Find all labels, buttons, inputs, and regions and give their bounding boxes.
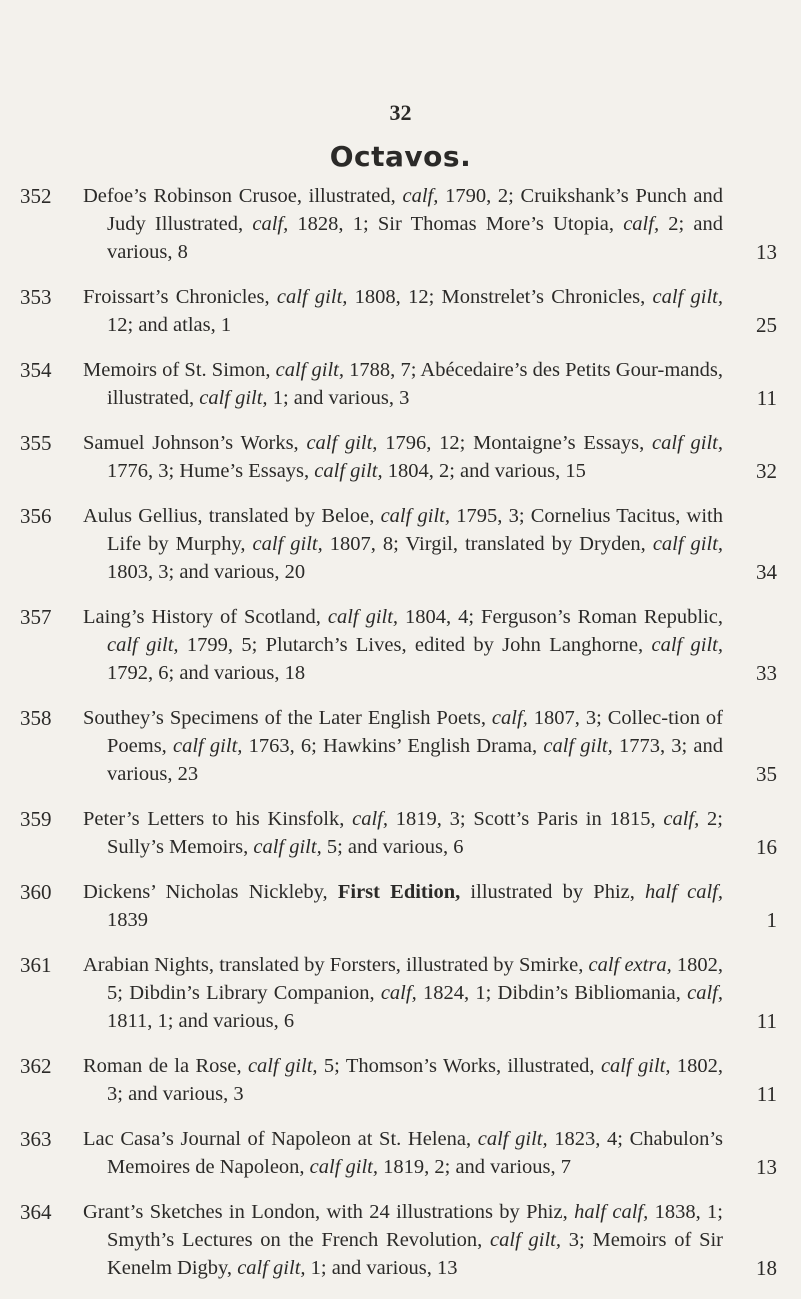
description-text: 1803, 3; and various, 20 xyxy=(107,561,306,583)
lot-number: 354 xyxy=(20,358,52,382)
lot-entry xyxy=(0,502,801,586)
binding-note: calf gilt, xyxy=(380,505,450,527)
binding-note: calf gilt, xyxy=(253,836,322,858)
binding-note: calf, xyxy=(402,185,439,207)
description-text: Peter’s Letters to his Kinsfolk, xyxy=(83,808,353,830)
binding-note: calf gilt, xyxy=(276,286,348,308)
binding-note: calf gilt, xyxy=(543,735,613,757)
lot-price: 13 xyxy=(756,240,777,264)
binding-note: calf, xyxy=(663,808,700,830)
description-text: 5; and various, 6 xyxy=(321,836,464,858)
lot-price: 16 xyxy=(756,835,777,859)
lot-price: 1 xyxy=(766,908,777,932)
description-text: 1804, 4; Ferguson’s Roman Republic, xyxy=(398,606,723,628)
description-text: 1802, 3; and various, 3 xyxy=(107,1055,724,1105)
page-heading: Octavos. xyxy=(329,140,472,173)
binding-note: calf gilt, xyxy=(600,1055,671,1077)
description-text: 1823, 4; Chabulon’s Memoires de Napoleon, xyxy=(107,1128,723,1178)
lot-number: 353 xyxy=(20,285,52,309)
lot-number: 364 xyxy=(20,1200,52,1224)
lot-price: 35 xyxy=(756,762,777,786)
binding-note: calf, xyxy=(380,982,417,1004)
binding-note: half calf, xyxy=(574,1201,649,1223)
lot-entry xyxy=(0,1198,801,1282)
description-text: 1799, 5; Plutarch’s Lives, edited by John Langhorne, xyxy=(178,634,652,656)
lot-entry xyxy=(0,704,801,788)
lot-description xyxy=(83,951,723,1035)
description-text: 2; and various, 8 xyxy=(107,213,723,263)
description-text: 12; and atlas, 1 xyxy=(107,314,232,336)
lot-entry xyxy=(0,1125,801,1181)
lot-description xyxy=(83,356,723,412)
description-text: 1807, 8; Virgil, translated by Dryden, xyxy=(322,533,653,555)
description-text: Arabian Nights, translated by Forsters, illustrated by Smirke, xyxy=(83,954,589,976)
lot-entry xyxy=(0,805,801,861)
binding-note: calf extra, xyxy=(588,954,672,976)
lot-description xyxy=(83,283,723,339)
lot-description xyxy=(83,502,723,586)
lot-price: 11 xyxy=(756,1082,777,1106)
lot-entry xyxy=(0,951,801,1035)
lot-price: 18 xyxy=(756,1256,777,1280)
description-text: 1811, 1; and various, 6 xyxy=(107,1010,295,1032)
binding-note: calf, xyxy=(252,213,289,235)
lot-number: 361 xyxy=(20,953,52,977)
binding-note: calf gilt, xyxy=(306,432,378,454)
binding-note: calf gilt, xyxy=(173,735,243,757)
lot-number: 358 xyxy=(20,706,52,730)
description-text: Grant’s Sketches in London, with 24 illustrations by Phiz, xyxy=(83,1201,575,1223)
lot-entry xyxy=(0,1052,801,1108)
binding-note: calf gilt, xyxy=(477,1128,548,1150)
binding-note: half calf, xyxy=(645,881,723,903)
description-text: Aulus Gellius, translated by Beloe, xyxy=(83,505,381,527)
description-text: 1788, 7; Abécedaire’s des Petits Gour-mands, illustrated, xyxy=(107,359,723,409)
lot-description xyxy=(83,603,723,687)
description-text: 1824, 1; Dibdin’s Bibliomania, xyxy=(416,982,688,1004)
lot-number: 363 xyxy=(20,1127,52,1151)
description-text: Roman de la Rose, xyxy=(83,1055,248,1077)
lot-description xyxy=(83,805,723,861)
lot-entry xyxy=(0,356,801,412)
description-text: 3; Memoirs of Sir Kenelm Digby, xyxy=(107,1229,723,1279)
lot-description xyxy=(83,1198,723,1282)
description-text: Dickens’ Nicholas Nickleby, xyxy=(83,881,338,903)
description-text: 1; and various, 3 xyxy=(267,387,410,409)
binding-note: calf, xyxy=(623,213,660,235)
description-text: 1796, 12; Montaigne’s Essays, xyxy=(377,432,653,454)
description-text: Lac Casa’s Journal of Napoleon at St. Helena, xyxy=(83,1128,478,1150)
binding-note: calf gilt, xyxy=(275,359,345,381)
binding-note: First Edition, xyxy=(337,881,461,903)
lot-entry xyxy=(0,182,801,266)
lot-number: 360 xyxy=(20,880,52,904)
description-text: Defoe’s Robinson Crusoe, illustrated, xyxy=(83,185,403,207)
description-text: 1819, 3; Scott’s Paris in 1815, xyxy=(387,808,664,830)
description-text: 5; Thomson’s Works, illustrated, xyxy=(317,1055,601,1077)
binding-note: calf gilt, xyxy=(107,634,179,656)
description-text: Memoirs of St. Simon, xyxy=(83,359,276,381)
lot-entry xyxy=(0,603,801,687)
binding-note: calf gilt, xyxy=(651,634,723,656)
description-text: 1790, 2; Cruikshank’s Punch and Judy Illustrated, xyxy=(107,185,723,235)
page-number: 32 xyxy=(389,100,412,125)
description-text: 1828, 1; Sir Thomas More’s Utopia, xyxy=(288,213,624,235)
binding-note: calf gilt, xyxy=(252,533,323,555)
description-text: Samuel Johnson’s Works, xyxy=(83,432,307,454)
description-text: 1802, 5; Dibdin’s Library Companion, xyxy=(107,954,724,1004)
description-text: Laing’s History of Scotland, xyxy=(83,606,328,628)
lot-description xyxy=(83,429,723,485)
lot-price: 25 xyxy=(756,313,777,337)
binding-note: calf gilt, xyxy=(199,387,268,409)
description-text: Southey’s Specimens of the Later English Poets, xyxy=(83,707,492,729)
description-text: 1763, 6; Hawkins’ English Drama, xyxy=(242,735,544,757)
lot-description xyxy=(83,878,723,934)
description-text: 1792, 6; and various, 18 xyxy=(107,662,306,684)
lot-entry xyxy=(0,429,801,485)
description-text: Froissart’s Chronicles, xyxy=(83,286,277,308)
description-text: 1773, 3; and various, 23 xyxy=(107,735,724,785)
lot-number: 357 xyxy=(20,605,52,629)
description-text: 1838, 1; Smyth’s Lectures on the French Revolution, xyxy=(107,1201,724,1251)
description-text: 1808, 12; Monstrelet’s Chronicles, xyxy=(347,286,653,308)
lot-price: 13 xyxy=(756,1155,777,1179)
binding-note: calf gilt, xyxy=(237,1257,306,1279)
binding-note: calf gilt, xyxy=(652,432,724,454)
description-text: 1; and various, 13 xyxy=(305,1257,458,1279)
lot-price: 11 xyxy=(756,386,777,410)
description-text: 1819, 2; and various, 7 xyxy=(378,1156,572,1178)
lot-price: 33 xyxy=(756,661,777,685)
description-text: illustrated by Phiz, xyxy=(460,881,646,903)
binding-note: calf, xyxy=(491,707,528,729)
lot-number: 352 xyxy=(20,184,52,208)
description-text: 1804, 2; and various, 15 xyxy=(382,460,586,482)
lot-description xyxy=(83,1052,723,1108)
binding-note: calf gilt, xyxy=(652,533,724,555)
lot-number: 355 xyxy=(20,431,52,455)
description-text: 1776, 3; Hume’s Essays, xyxy=(107,460,315,482)
lot-price: 34 xyxy=(756,560,777,584)
lot-price: 11 xyxy=(756,1009,777,1033)
lot-number: 359 xyxy=(20,807,52,831)
binding-note: calf gilt, xyxy=(309,1156,378,1178)
lot-description xyxy=(83,182,723,266)
binding-note: calf gilt, xyxy=(247,1055,318,1077)
lot-list xyxy=(0,182,801,1299)
description-text: 1839 xyxy=(107,909,148,931)
lot-entry xyxy=(0,283,801,339)
binding-note: calf gilt, xyxy=(327,606,399,628)
lot-number: 362 xyxy=(20,1054,52,1078)
description-text: 2; Sully’s Memoirs, xyxy=(107,808,723,858)
binding-note: calf gilt, xyxy=(490,1229,561,1251)
lot-price: 32 xyxy=(756,459,777,483)
lot-description xyxy=(83,1125,723,1181)
binding-note: calf, xyxy=(352,808,388,830)
binding-note: calf gilt, xyxy=(314,460,383,482)
binding-note: calf, xyxy=(687,982,723,1004)
binding-note: calf gilt, xyxy=(652,286,724,308)
description-text: 1807, 3; Collec-tion of Poems, xyxy=(107,707,723,757)
description-text: 1795, 3; Cornelius Tacitus, with Life by Murphy, xyxy=(107,505,724,555)
lot-number: 356 xyxy=(20,504,52,528)
lot-entry xyxy=(0,878,801,934)
lot-description xyxy=(83,704,723,788)
